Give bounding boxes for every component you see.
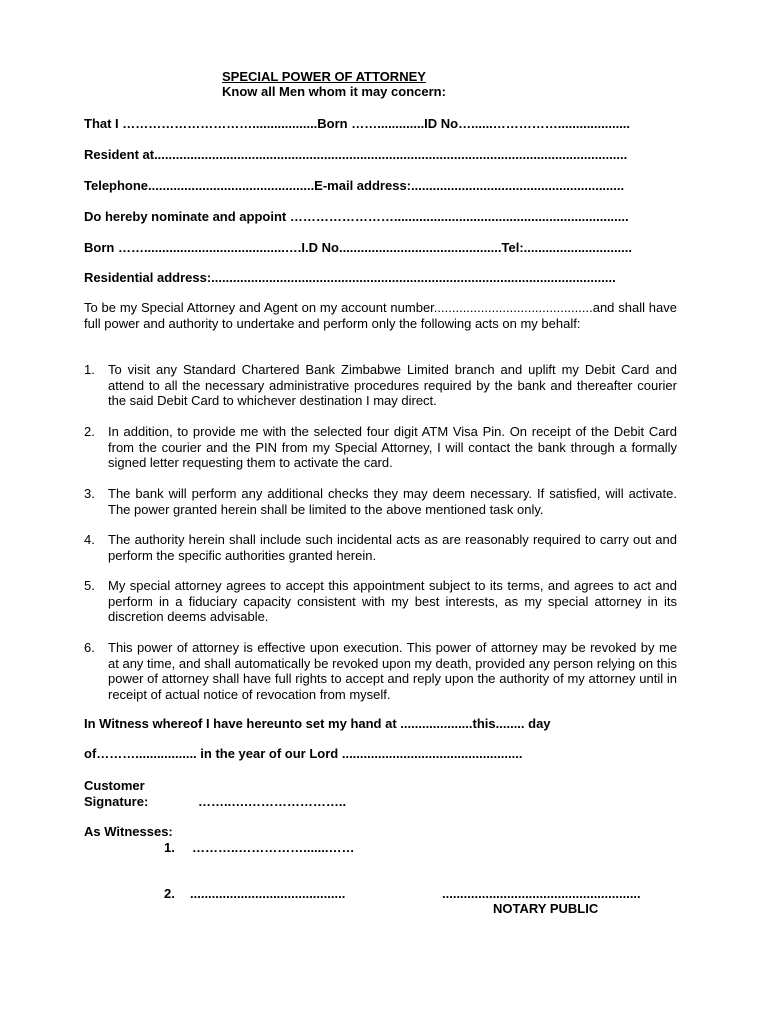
field-that-i: That I …………………………..................Born …….............ID No…......…………….................... (84, 116, 631, 131)
list-item-number: 6. (84, 640, 95, 655)
list-item-number: 5. (84, 578, 95, 593)
of-line: of………................. in the year of our Lord .................................................. (84, 746, 523, 761)
list-item (84, 486, 677, 517)
list-item-text: The bank will perform any additional checks they may deem necessary. If satisfied, will activate. The power granted herein shall be limited to the above mentioned task only. (108, 486, 677, 517)
notary-line: ....................................................... (442, 886, 641, 901)
notary-public-label: NOTARY PUBLIC (493, 901, 599, 916)
witness-1-number: 1. (164, 840, 175, 855)
witness-line: In Witness whereof I have hereunto set my hand at ....................this........ day (84, 716, 551, 731)
list-item (84, 640, 677, 702)
witness-2-number: 2. (164, 886, 175, 901)
field-resident: Resident at................................................................................................................................... (84, 147, 628, 162)
witness-1-line: ………..…………….......…… (192, 840, 355, 855)
document-heading (222, 69, 446, 99)
list-item-text: This power of attorney is effective upon execution. This power of attorney may be revoked by me at any time, and shall automatically be revoked upon my death, provided any person relying on this power of attorney shall have full rights to accept and reply upon the authority of my attorney until in receipt of actual notice of revocation from myself. (108, 640, 677, 702)
field-nominate: Do hereby nominate and appoint ……………………................................................................. (84, 209, 629, 224)
list-item-number: 1. (84, 362, 95, 377)
list-item (84, 424, 677, 471)
list-item-number: 4. (84, 532, 95, 547)
document-subtitle: Know all Men whom it may concern: (222, 84, 446, 99)
document-title: SPECIAL POWER OF ATTORNEY (222, 69, 426, 84)
signature-label-customer: Customer (84, 778, 145, 793)
list-item (84, 578, 677, 625)
field-born: Born …….......................................….I.D No.............................................Tel:.............................. (84, 240, 632, 255)
signature-line: ……..….………………….. (198, 794, 347, 809)
list-item-text: To visit any Standard Chartered Bank Zimbabwe Limited branch and uplift my Debit Card and attend to all the necessary administrative procedures required by the bank and thereafter courier the said Debit Card to whichever destination I may direct. (108, 362, 677, 408)
list-item (84, 362, 677, 409)
list-item-text: In addition, to provide me with the selected four digit ATM Visa Pin. On receipt of the Debit Card from the courier and the PIN from my Special Attorney, I will contact the bank through a formally signed letter requesting them to activate the card. (108, 424, 677, 470)
list-item (84, 532, 677, 563)
field-residential-address: Residential address:................................................................................................................ (84, 270, 616, 285)
signature-label: Signature: (84, 794, 149, 809)
list-item-number: 3. (84, 486, 95, 501)
witnesses-label: As Witnesses: (84, 824, 173, 839)
list-item-text: The authority herein shall include such incidental acts as are reasonably required to carry out and perform the specific authorities granted herein. (108, 532, 677, 563)
list-item-number: 2. (84, 424, 95, 439)
intro-paragraph: To be my Special Attorney and Agent on my account number............................................and shall have full power and authority to undertake and perform only the following acts on my behalf: (84, 300, 677, 331)
witness-2-line: ........................................... (190, 886, 346, 901)
list-item-text: My special attorney agrees to accept this appointment subject to its terms, and agrees to act and perform in a fiduciary capacity consistent with my best interests, as my special attorney in its discretion deems advisable. (108, 578, 677, 624)
field-telephone: Telephone..............................................E-mail address:........................................................... (84, 178, 625, 193)
